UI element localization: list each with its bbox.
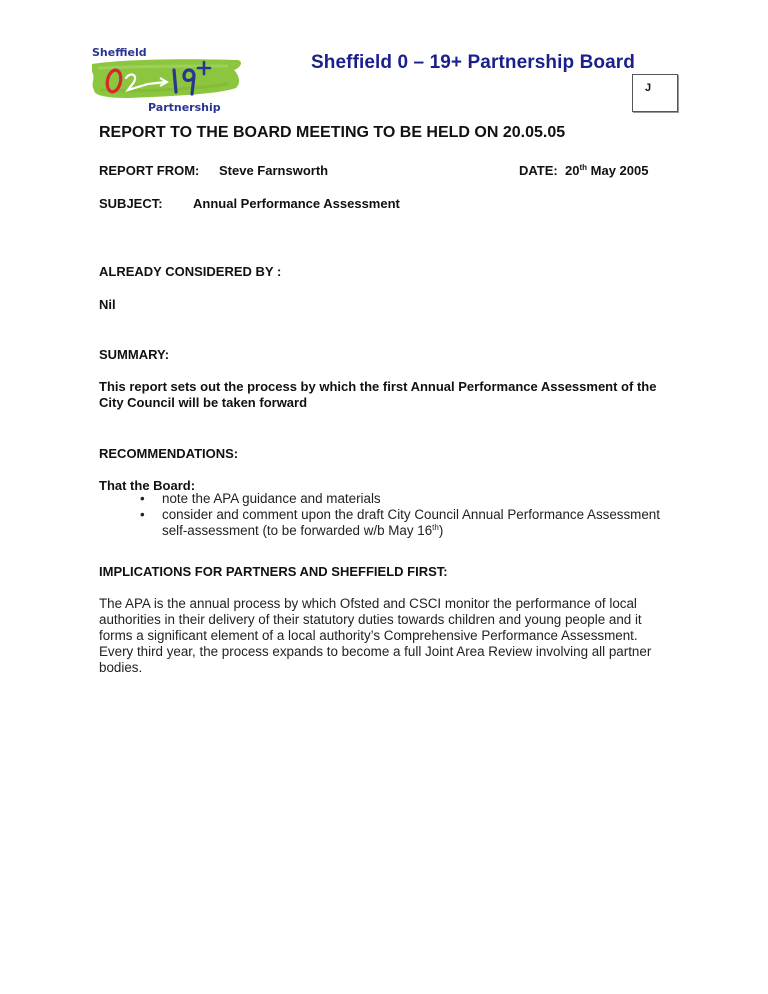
recommendation-text: consider and comment upon the draft City Council Annual Performance Assessment self-assessment (to be forwarded w/b May 16 [162,507,660,538]
logo-graphic-icon [88,44,248,118]
report-from-value: Steve Farnsworth [219,163,329,178]
sheffield-partnership-logo [88,44,248,118]
date-label: DATE: [519,163,558,178]
subject-label: SUBJECT: [99,196,163,211]
considered-by-value: Nil [99,297,116,312]
bullet-icon: • [140,507,145,522]
recommendation-text: note the APA guidance and materials [162,491,381,506]
considered-by-heading: ALREADY CONSIDERED BY : [99,264,282,279]
recommendation-suffix: th [432,523,439,532]
bullet-icon: • [140,491,145,506]
agenda-reference-letter: J [645,82,652,94]
recommendation-tail: ) [438,523,444,538]
report-from-label: REPORT FROM: [99,163,200,178]
date-day: 20 [565,163,580,178]
subject-row [99,196,400,211]
recommendations-list [140,491,680,539]
summary-text: This report sets out the process by which the first Annual Performance Assessment of the City Council will be taken forward [99,379,657,410]
recommendation-item [140,491,680,507]
board-title: Sheffield 0 – 19+ Partnership Board [311,52,635,73]
date-month-year: May 2005 [590,163,649,178]
report-from-row [99,163,328,178]
implications-heading: IMPLICATIONS FOR PARTNERS AND SHEFFIELD FIRST: [99,564,448,579]
agenda-reference-box [632,74,678,112]
svg-text:Sheffield: Sheffield [92,46,147,59]
recommendations-heading: RECOMMENDATIONS: [99,446,239,461]
summary-heading: SUMMARY: [99,347,170,362]
subject-value: Annual Performance Assessment [193,196,400,211]
recommendation-item [140,507,680,539]
implications-text: The APA is the annual process by which Ofsted and CSCI monitor the performance of local authorities in their delivery of their statutory duties towards children and young people and it forms a significant element of a local authority’s Comprehensive Performance Assessment. Every third year, the process expands to become a full Joint Area Review involving all partner bodies. [99,596,652,675]
recommendations-intro: That the Board: [99,478,196,493]
svg-text:Partnership: Partnership [148,101,221,114]
date-day-suffix: th [579,163,588,172]
report-heading: REPORT TO THE BOARD MEETING TO BE HELD ON 20.05.05 [99,124,566,141]
report-date [519,163,648,178]
